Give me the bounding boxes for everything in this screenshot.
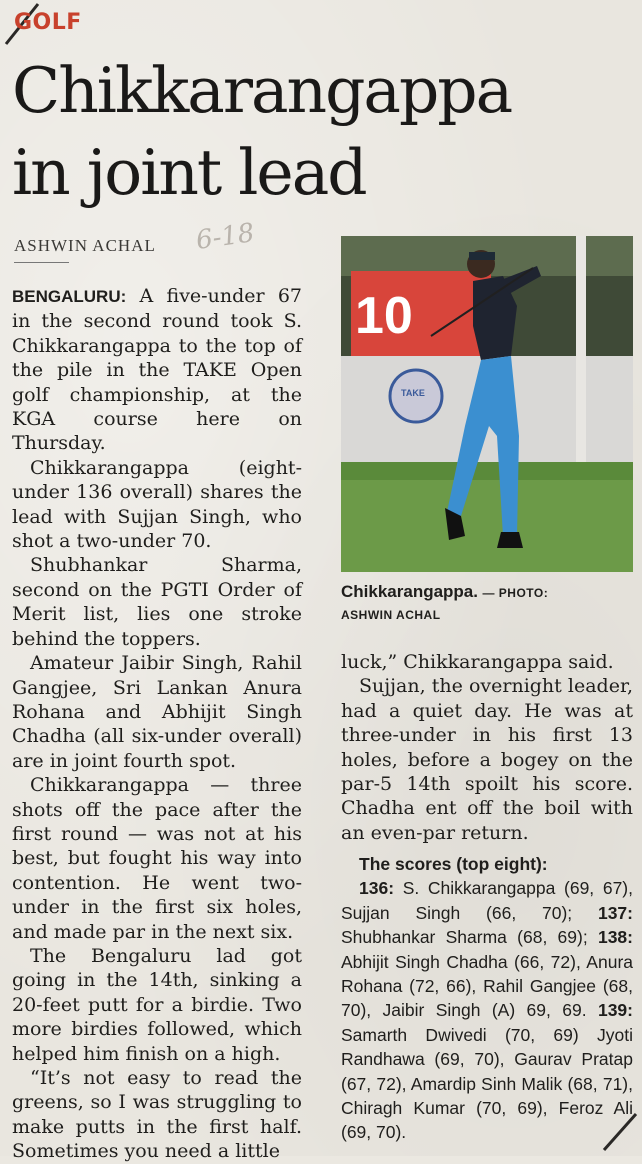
section-label: GOLF <box>14 10 82 35</box>
scores-list <box>341 876 633 1144</box>
hole-number: 10 <box>355 287 413 345</box>
caption-name: Chikkarangappa. <box>341 582 478 601</box>
photo-caption <box>341 582 633 622</box>
headline <box>12 50 632 214</box>
byline: ASHWIN ACHAL <box>14 236 156 255</box>
news-photo <box>341 236 633 572</box>
photo-credit-name: ASHWIN ACHAL <box>341 608 441 622</box>
article-column-left <box>12 284 302 1164</box>
corner-slash-bottom <box>602 1112 638 1152</box>
score-138-players: Abhijit Singh Chadha (66, 72), Anura Rohana (72, 66), Rahil Gangjee (68, 70), Jaibir Singh (A) 69, 69. <box>341 951 633 1021</box>
score-137-players: Shubhankar Sharma (68, 69); <box>341 927 588 948</box>
score-139: 139: <box>586 1000 633 1021</box>
paragraph-4: Amateur Jaibir Singh, Rahil Gangjee, Sri Lankan Anura Rohana and Abhijit Singh Chadha (all six-under overall) are in joint fourth spot. <box>12 652 302 772</box>
scores-box <box>341 852 633 1145</box>
photo-credit-label: — PHOTO: <box>482 586 549 600</box>
scores-heading: The scores (top eight): <box>359 854 548 874</box>
sign-logo-text: TAKE <box>401 388 425 398</box>
score-136-players: S. Chikkarangappa (69, 67), Sujjan Singh (66, 70); <box>341 878 633 923</box>
headline-line-2: in joint lead <box>12 136 366 209</box>
score-136: 136: <box>359 878 395 899</box>
paragraph-2: Chikkarangappa (eight-under 136 overall) shares the lead with Sujjan Singh, who shot a two-under 70. <box>12 456 302 553</box>
handwritten-note: 6-18 <box>194 218 257 256</box>
paragraph-6: The Bengaluru lad got going in the 14th, sinking a 20-feet putt for a birdie. Two more birdies followed, which helped him finish on a high. <box>12 944 302 1065</box>
paragraph-3: Shubhankar Sharma, second on the PGTI Order of Merit list, lies one stroke behind the toppers. <box>12 554 302 650</box>
paragraph-1 <box>12 284 302 456</box>
article-column-right <box>341 650 633 845</box>
score-137: 137: <box>572 902 633 923</box>
paragraph-7-continued: luck,” Chikkarangappa said. <box>341 651 614 673</box>
caption-line <box>341 582 633 602</box>
paragraph-5: Chikkarangappa — three shots off the pace after the first round — was not at his best, but fought his way into contention. He went two-under in the first six holes, and made par in the next six. <box>12 774 302 943</box>
paragraph-7: “It’s not easy to read the greens, so I was struggling to make putts in the first half. Sometimes you need a little <box>12 1067 302 1163</box>
score-138: 138: <box>587 927 633 948</box>
byline-rule <box>14 262 69 263</box>
dateline: BENGALURU: <box>12 287 127 306</box>
score-139-players: Samarth Dwivedi (70, 69) Jyoti Randhawa (69, 70), Gaurav Pratap (67, 72), Amardip Sinh Malik (68, 71), Chiragh Kumar (70, 69), Feroz Ali (69, 70). <box>341 1024 633 1143</box>
paragraph-1-text: A five-under 67 in the second round took S. Chikkarangappa to the top of the pile in the TAKE Open golf championship, at the KGA course here on Thursday. <box>12 285 302 455</box>
paragraph-8: Sujjan, the overnight leader, had a quiet day. He was at three-under in his first 13 holes, before a bogey on the par-5 14th spoilt his score. Chadha ent off the boil with an even-par return. <box>341 675 633 844</box>
headline-line-1: Chikkarangappa <box>12 54 512 127</box>
